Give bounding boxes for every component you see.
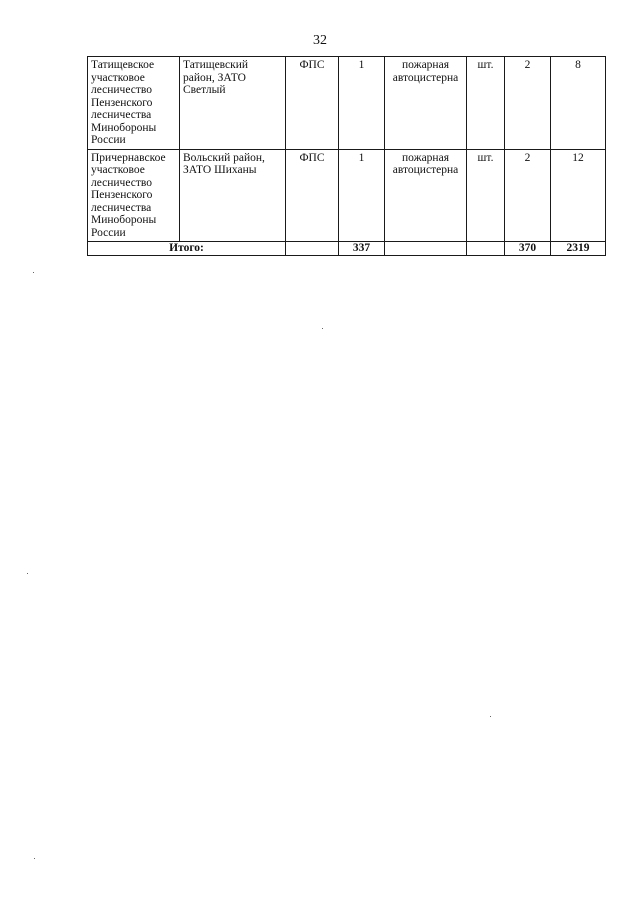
- total-service-cell: [286, 242, 339, 256]
- scan-speck: [322, 328, 323, 329]
- total-equipment-cell: [385, 242, 467, 256]
- equipment-cell: пожарная автоцистерна: [385, 57, 467, 150]
- scan-speck: [27, 573, 28, 574]
- count-cell: 1: [339, 149, 385, 242]
- page-number: 32: [313, 33, 327, 48]
- total-measure-cell: [467, 242, 505, 256]
- district-cell: Татищевский район, ЗАТО Светлый: [180, 57, 286, 150]
- resources-table: [87, 56, 606, 256]
- count-cell: 1: [339, 57, 385, 150]
- district-cell: Вольский район, ЗАТО Шиханы: [180, 149, 286, 242]
- total-label: Итого:: [88, 242, 286, 256]
- measure-cell: шт.: [467, 57, 505, 150]
- service-cell: ФПС: [286, 57, 339, 150]
- scan-speck: [34, 858, 35, 859]
- unit-cell: Причернавское участковое лесничество Пензенского лесничества Минобороны России: [88, 149, 180, 242]
- people-cell: 12: [551, 149, 606, 242]
- unit-cell: Татищевское участковое лесничество Пензенского лесничества Минобороны России: [88, 57, 180, 150]
- total-row: [88, 242, 606, 256]
- quantity-cell: 2: [505, 149, 551, 242]
- equipment-cell: пожарная автоцистерна: [385, 149, 467, 242]
- measure-cell: шт.: [467, 149, 505, 242]
- table-row: [88, 57, 606, 150]
- service-cell: ФПС: [286, 149, 339, 242]
- total-people: 2319: [551, 242, 606, 256]
- total-count: 337: [339, 242, 385, 256]
- total-quantity: 370: [505, 242, 551, 256]
- people-cell: 8: [551, 57, 606, 150]
- table-row: [88, 149, 606, 242]
- quantity-cell: 2: [505, 57, 551, 150]
- scan-speck: [490, 716, 491, 717]
- scan-speck: [33, 272, 34, 273]
